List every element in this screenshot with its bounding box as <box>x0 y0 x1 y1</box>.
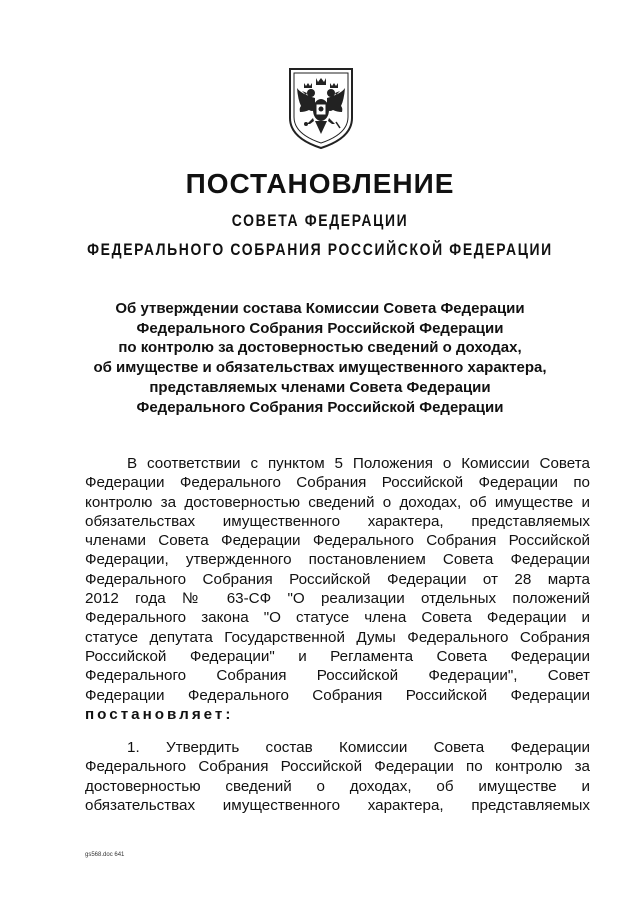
russian-coat-of-arms-icon <box>287 66 355 150</box>
paragraph-line: 1. Утвердить состав Комиссии Совета Федерации <box>127 739 590 756</box>
coat-of-arms-emblem <box>287 66 355 150</box>
decree-word: постановляет: <box>85 705 234 723</box>
paragraph-line: Федерации Федерального Собрания Российской Федерации по <box>85 474 590 492</box>
paragraph-line: обязательствах имущественного характера, представляемых <box>85 512 590 530</box>
subject-line: Об утверждении состава Комиссии Совета Федерации <box>115 300 525 317</box>
issuer-line-1: СОВЕТА ФЕДЕРАЦИИ <box>231 211 409 230</box>
paragraph-line: Федерации Федерального Собрания Российской Федерации <box>85 686 590 704</box>
issuer-line-2: ФЕДЕРАЛЬНОГО СОБРАНИЯ РОССИЙСКОЙ ФЕДЕРАЦИИ <box>87 240 553 259</box>
file-code: gs568.doc 641 <box>85 852 125 858</box>
subject-line: Федерального Собрания Российской Федерации <box>136 319 504 337</box>
paragraph-line: Федерального Собрания Российской Федерации по контролю за <box>85 758 590 776</box>
paragraph-line: Федерального закона "О статусе члена Совета Федерации и <box>85 609 590 627</box>
paragraph-line: Федерации, утвержденного постановлением Совета Федерации <box>85 551 590 569</box>
document-type-title: ПОСТАНОВЛЕНИЕ <box>185 168 455 199</box>
subject-line: по контролю за достоверностью сведений о доходах, <box>118 339 522 357</box>
subject-line: Федерального Собрания Российской Федерации <box>136 398 504 416</box>
preamble-paragraph <box>85 454 590 724</box>
item-1-paragraph <box>85 738 590 815</box>
paragraph-line: достоверностью сведений о доходах, об имуществе и <box>85 777 590 795</box>
paragraph-line: Федерального Собрания Российской Федерации от 28 марта <box>85 570 590 588</box>
document-subject <box>60 299 580 417</box>
paragraph-line: Федерального Собрания Российской Федерации", Совет <box>85 667 590 685</box>
subject-line: об имуществе и обязательствах имущественного характера, <box>93 359 547 377</box>
paragraph-line: В соответствии с пунктом 5 Положения о Комиссии Совета <box>127 455 590 472</box>
paragraph-line: 2012 года № 63-СФ "О реализации отдельных положений <box>85 590 590 608</box>
paragraph-line: обязательствах имущественного характера, представляемых <box>85 796 590 814</box>
paragraph-line: контролю за достоверностью сведений о доходах, об имуществе и <box>85 493 590 511</box>
paragraph-line: статусе депутата Государственной Думы Федерального Собрания <box>85 628 590 646</box>
paragraph-line: членами Совета Федерации Федерального Собрания Российской <box>85 532 590 550</box>
paragraph-line: Российской Федерации" и Регламента Совета Федерации <box>85 647 590 665</box>
subject-line: представляемых членами Совета Федерации <box>149 378 491 396</box>
